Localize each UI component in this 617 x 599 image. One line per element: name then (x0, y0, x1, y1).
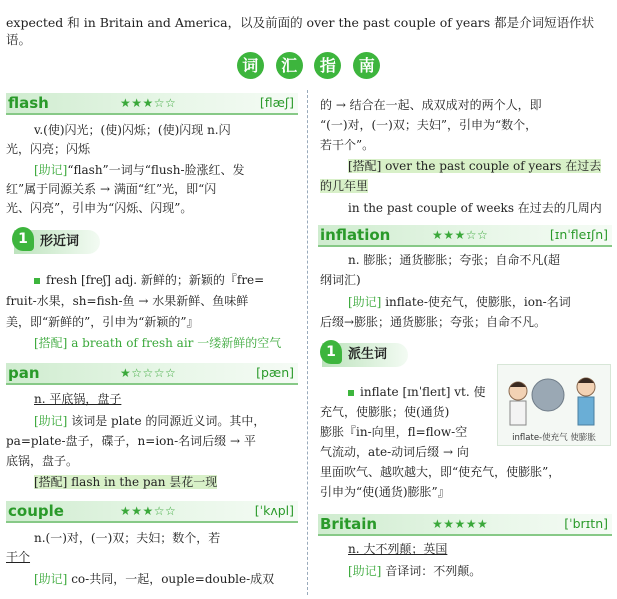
balloon-boys-icon (498, 365, 610, 433)
memo: “(一)对，(一)双；夫妇”，引申为“数个， (320, 118, 538, 132)
definition: v.(使)闪光；(使)闪烁；(使)闪现 n.闪 (34, 123, 231, 137)
intro-text: expected 和 in Britain and America，以及前面的 over the past couple of years 都是介词短语作状语。 (6, 15, 595, 47)
entry-flash-bar (6, 93, 298, 115)
definition: n. 平底锅，盘子 (34, 392, 122, 406)
frequency-stars: ★★★☆☆ (120, 504, 177, 518)
memo: 光、闪亮”，引申为“闪烁、闪现”。 (6, 201, 193, 215)
entry-couple-bar (6, 501, 298, 523)
headword: Britain (320, 515, 378, 533)
bullet-icon (348, 390, 354, 396)
frequency-stars: ★★★☆☆ (432, 228, 489, 242)
related-word: fresh [freʃ] adj. 新鲜的；新颖的『fre= (34, 271, 264, 290)
entry-britain-bar (318, 514, 612, 536)
memo: pa=plate-盘子，碟子，n=ion-名词后缀 → 平 (6, 434, 256, 448)
pronunciation: [pæn] (256, 365, 294, 380)
subsection-number: 1 (320, 340, 342, 364)
entry-inflation-bar (318, 225, 612, 247)
derived-word: inflate [ɪnˈfleɪt] vt. 使 (348, 383, 486, 402)
definition: 干个 (6, 550, 31, 564)
subsection-number: 1 (12, 227, 34, 251)
memo: [助记] inflate-使充气，使膨胀，ion-名词 (348, 295, 571, 309)
frequency-stars: ★★★★★ (432, 517, 489, 531)
frequency-stars: ★☆☆☆☆ (120, 366, 177, 380)
definition: n.(一)对，(一)双；夫妇；数个，若 (34, 531, 221, 545)
memo: [助记] 该词是 plate 的同源近义词。其中， (34, 414, 266, 428)
definition: 纲词汇) (320, 273, 361, 287)
frequency-stars: ★★★☆☆ (120, 96, 177, 110)
pronunciation: [ɪnˈfleɪʃn] (549, 227, 608, 242)
headword: couple (8, 502, 64, 520)
derived-word: 引申为“使(通货)膨胀”』 (320, 485, 450, 499)
headword: inflation (320, 226, 391, 244)
header-char: 指 (314, 52, 341, 79)
derived-word: 里面吹气、越吹越大，即“使充气，使膨胀”， (320, 465, 561, 479)
definition: n. 膨胀；通货膨胀；夸张；自命不凡(超 (348, 253, 561, 267)
memo: 的 → 结合在一起、成双成对的两个人，即 (320, 98, 542, 112)
section-header (0, 52, 617, 82)
collocation: [搭配] flash in the pan 昙花一现 (34, 475, 218, 489)
column-divider (307, 90, 308, 595)
entry-pan-bar (6, 363, 298, 385)
memo: 底锅，盘子。 (6, 454, 79, 468)
headword: flash (8, 94, 49, 112)
memo: 若干个”。 (320, 138, 375, 152)
illustration-caption: inflate-使充气 使膨胀 (512, 433, 596, 443)
pronunciation: [ˈkʌpl] (254, 503, 294, 518)
definition: n. 大不列颠；英国 (348, 542, 448, 556)
memo: [助记]“flash”一词与“flush-脸涨红、发 (34, 163, 245, 177)
inflate-illustration (497, 364, 611, 446)
derived-word: 膨胀『in-向里，fl=flow-空 (320, 425, 468, 439)
derived-word: 充气，使膨胀；使(通货) (320, 405, 450, 419)
collocation: [搭配] a breath of fresh air 一缕新鲜的空气 (34, 336, 282, 350)
subsection-label: 形近词 (40, 234, 80, 249)
header-char: 汇 (276, 52, 303, 79)
collocation: 的几年里 (320, 179, 369, 193)
collocation: in the past couple of weeks 在过去的几周内 (348, 201, 602, 215)
memo: 红”属于同源关系 → 满面“红”光，即“闪 (6, 182, 217, 196)
subsection-similar-words (14, 230, 100, 254)
header-char: 南 (353, 52, 380, 79)
collocation: [搭配] over the past couple of years 在过去 (348, 159, 602, 173)
bullet-icon (34, 278, 40, 284)
memo: [助记] 音译词：不列颠。 (348, 564, 482, 578)
pronunciation: [flæʃ] (259, 95, 294, 110)
subsection-label: 派生词 (348, 347, 388, 362)
memo: 后缀→膨胀；通货膨胀；夸张；自命不凡。 (320, 315, 547, 329)
header-char: 词 (237, 52, 264, 79)
memo: [助记] co-共同，一起，ouple=double-成双 (34, 572, 275, 586)
derived-word: 气流动，ate-动词后缀 → 向 (320, 445, 469, 459)
headword: pan (8, 364, 40, 382)
pronunciation: [ˈbrɪtn] (564, 516, 608, 531)
subsection-derived-words (322, 343, 408, 367)
related-word: fruit-水果，sh=fish-鱼 → 水果新鲜、鱼味鲜 (6, 294, 249, 308)
related-word: 美，即“新鲜的”，引申为“新颖的”』 (6, 315, 199, 329)
definition: 光，闪亮；闪烁 (6, 142, 91, 156)
